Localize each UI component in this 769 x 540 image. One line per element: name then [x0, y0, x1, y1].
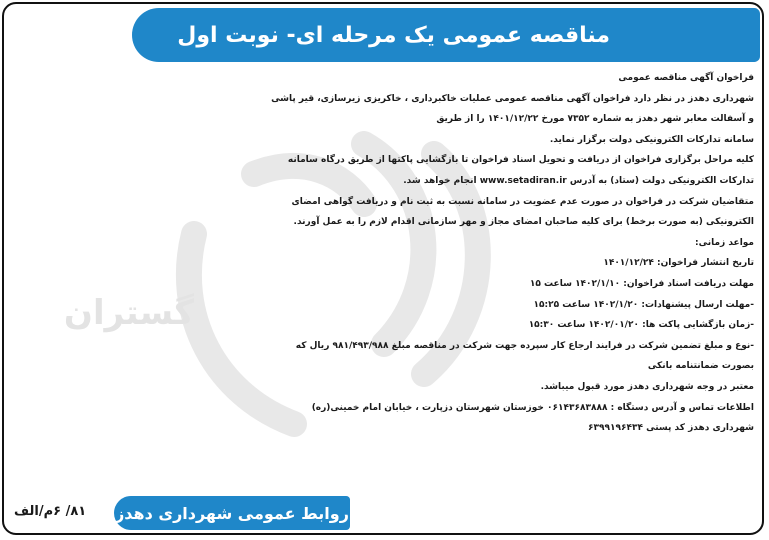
body-line: تدارکات الکترونیکی دولت (ستاد) به آدرس www.setadiran.ir انجام خواهد شد.	[403, 175, 754, 186]
body-line: متقاضیان شرکت در فراخوان در صورت عدم عضویت در سامانه نسبت به ثبت نام و دریافت گواهی امضای	[291, 196, 754, 207]
body-line: شهرداری دهدز در نظر دارد فراخوان آگهی مناقصه عمومی عملیات خاکبرداری ، خاکریزی زیرسازی، قیر پاشی	[271, 93, 754, 104]
body-line: تاریخ انتشار فراخوان: ۱۴۰۱/۱۲/۲۴	[603, 258, 754, 269]
body-line: مهلت دریافت اسناد فراخوان: ۱۴۰۲/۱/۱۰ ساعت ۱۵	[529, 278, 754, 289]
notice-frame	[2, 2, 764, 535]
body-line: اطلاعات تماس و آدرس دستگاه : ۰۶۱۴۳۶۸۳۸۸۸ خوزستان شهرستان دزپارت ، خیابان امام خمینی(ره)	[311, 402, 754, 413]
body-line: شهرداری دهدز کد پستی ۶۳۹۹۱۹۶۴۳۴	[588, 423, 754, 434]
body-line: مواعد زمانی:	[695, 237, 754, 248]
body-line: معتبر در وجه شهرداری دهدز مورد قبول میباشد.	[540, 381, 754, 392]
body-line: -نوع و مبلغ تضمین شرکت در فرایند ارجاع کار سپرده جهت شرکت در مناقصه مبلغ ۹۸۱/۴۹۳/۹۸۸ ریال که	[295, 340, 754, 351]
footer-banner	[114, 496, 350, 530]
notice-body	[16, 68, 754, 439]
body-line: کلیه مراحل برگزاری فراخوان از دریافت و تحویل اسناد فراخوان تا بازگشایی پاکتها از طریق درگاه سامانه	[287, 155, 754, 166]
reference-code: ۸۱/ ۶م/الف	[14, 504, 87, 519]
body-line: الکترونیکی (به صورت برخط) برای کلیه صاحبان امضای مجاز و مهر سازمانی اقدام لازم را به عمل آورند.	[293, 217, 754, 228]
notice-title: مناقصه عمومی یک مرحله ای- نوبت اول	[177, 22, 610, 48]
body-line: فراخوان آگهی مناقصه عمومی	[618, 73, 754, 83]
footer-label: روابط عمومی شهرداری دهدز	[115, 503, 349, 523]
body-line: و آسفالت معابر شهر دهدز به شماره ۷۳۵۲ مورخ ۱۴۰۱/۱۲/۲۲ را از طریق	[436, 114, 754, 125]
body-line: سامانه تدارکات الکترونیکی دولت برگزار نماید.	[549, 134, 754, 145]
body-line: -زمان بازگشایی پاکت ها: ۱۴۰۲/۰۱/۲۰ ساعت ۱۵:۳۰	[528, 320, 754, 331]
watermark-label: گستران	[63, 293, 194, 333]
title-banner	[132, 8, 760, 62]
body-line: -مهلت ارسال پیشنهادات: ۱۴۰۲/۱/۲۰ ساعت ۱۵:۲۵	[533, 299, 754, 310]
body-line: بصورت ضمانتنامه بانکی	[647, 361, 754, 372]
